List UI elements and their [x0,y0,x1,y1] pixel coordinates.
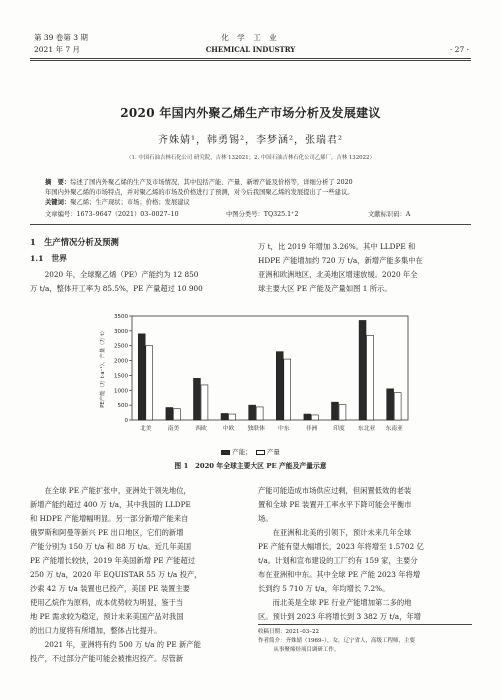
x-tick-label: 中欧 [222,426,235,432]
body-line: 沙索 42 万 t/a 装置也已投产，美国 PE 装置主要 [30,584,190,593]
bar-output [339,405,346,420]
header-rule-2 [30,60,471,61]
journal-name-en: CHEMICAL INDUSTRY [205,45,296,54]
bar-output [201,385,208,420]
bar-output [173,409,180,420]
bar-output [311,415,318,420]
y-tick-label: 1500 [114,373,128,380]
bar-capacity [138,334,145,420]
intro-right-line-1: 万 t，比 2019 年增加 3.26%。其中 LLDPE 和 [258,242,416,251]
abstract-line-2: 年国内外聚乙烯的市场特点，并对聚乙烯的市场及价格进行了预测，对今后我国聚乙烯的发展提出了一些建议。 [45,189,354,196]
footnote-received: 收稿日期：2021–03–22 [258,629,319,635]
section-heading: 1 生产情况分析及预测 [30,237,119,247]
legend-swatch-capacity [221,450,230,455]
bar-capacity [166,408,173,420]
article-number: 文章编号：1673–9647（2021）03–0027–10 [45,211,179,218]
abstract [45,178,465,208]
body-line: 产能可能造成市场供应过剩，但闲置低效的老装 [258,486,412,495]
x-tick-label: 东南亚 [385,426,403,432]
header-rule [30,58,471,59]
x-tick-label: 南美 [167,426,180,432]
legend-swatch-output [256,450,265,455]
body-left-column [30,484,242,666]
intro-right-line-2: HDPE 产能增加约 720 万 t/a，新增产能多集中在 [258,256,423,265]
legend-label-output: 产量 [266,448,280,456]
bar-output [284,359,291,420]
bar-capacity [359,320,366,420]
body-line: 俄罗斯和阿曼等新兴 PE 出口地区，它们的新增 [30,528,184,537]
body-line: 2021 年，亚洲将有约 500 万 t/a 的 PE 新产能 [44,640,201,649]
y-axis-label: PE产能（万 t·a⁻¹）、产量（万 t） [100,328,106,408]
bar-capacity [332,402,339,420]
y-tick-label: 3000 [114,328,128,335]
body-line: 置和全球 PE 装置开工率水平下降可能会平衡市 [258,500,412,509]
x-tick-label: 印度 [333,426,345,432]
pe-capacity-chart [96,308,416,442]
intro-right-line-3: 亚洲和欧洲地区，北美地区增速放缓。2020 年全 [258,270,418,279]
bar-capacity [194,378,201,420]
chart-legend [0,447,501,456]
y-tick-label: 3500 [114,314,128,320]
body-line: 而北美是全球 PE 行业产能增加第二多的地 [272,598,412,607]
body-line: 在全球 PE 产能扩张中，亚洲处于领先地位， [44,486,191,495]
y-tick-label: 0 [124,418,128,424]
abstract-rule [30,224,471,225]
bar-output [394,393,401,420]
intro-left-line-2: 万 t/a，整体开工率为 85.5%，PE 产量超过 10 900 [30,284,203,293]
body-line: 和 HDPE 产能增幅明显。另一部分新增产能来自 [30,514,189,523]
y-tick-label: 1000 [114,388,128,395]
article-affiliations: （1. 中国石油吉林石化公司 研究院，吉林 132021；2. 中国石油吉林石化公司乙烯厂，吉林 132022） [126,155,375,161]
bar-capacity [387,389,394,420]
body-line: 的出口力度将有所增加，整体占比提升。 [30,626,162,635]
y-tick-label: 2000 [114,358,128,365]
intro-left [30,268,242,296]
body-line: 新增产能约超过 400 万 t/a，其中我国的 LLDPE [30,500,191,509]
legend-label-capacity: 产能； [232,448,252,456]
figure-caption: 图 1 2020 年全球主要大区 PE 产能及产量示意 [174,462,327,470]
body-line: 地 PE 需求较为稳定，预计未来美国产品对我国 [30,612,184,621]
bar-capacity [221,413,228,420]
body-line: 250 万 t/a，2020 年 EQUISTAR 55 万 t/a 投产， [30,570,202,579]
footnote-rule [258,624,472,625]
body-line: 在亚洲和北美的引领下，预计未来几年全球 [272,528,412,537]
body-line: 长到约 5 710 万 t/a，年均增长 7.2%。 [258,584,390,593]
intro-left-line-1: 2020 年，全球聚乙烯（PE）产能约为 12 850 [44,270,199,279]
abstract-label: 摘 要： [45,179,71,186]
footnotes [258,628,472,655]
body-line: PE 产能有望大幅增长，2023 年将增至 1.5702 亿 [258,542,424,551]
x-tick-label: 西欧 [195,426,207,432]
intro-right [258,240,472,296]
y-tick-label: 500 [117,403,128,410]
keywords: 聚乙烯；生产现状；市场；价格；发展建议 [70,199,190,206]
bar-output [256,407,263,420]
bar-capacity [276,352,283,420]
footnote-author-2: 从事聚烯烃项目调研工作。 [273,647,340,653]
body-line: 场。 [258,514,273,523]
body-line: PE 产能增长较快，2019 年美国新增 PE 产能超过 [30,556,196,565]
body-line: t/a。计划和宣布建设的工厂约有 159 家，主要分 [258,556,418,565]
y-tick-label: 2500 [114,343,128,350]
intro-right-line-4: 球主要大区 PE 产能及产量如图 1 所示。 [258,284,392,293]
body-line: 投产，不过部分产能可能会被推迟投产。尽管新 [30,654,184,663]
x-tick-label: 非洲 [305,426,318,432]
x-tick-label: 中东 [277,426,290,432]
document-code: 文献标识码：A [368,211,411,218]
bar-capacity [249,405,256,420]
volume-issue: 第 39 卷第 3 期 [34,33,88,42]
bar-output [229,414,236,420]
bar-capacity [304,414,311,420]
body-line: 区。预计到 2023 年将增长到 3 382 万 t/a，年增 [258,612,421,621]
body-right-column [258,484,472,624]
footnote-author-1: 作者简介：齐姝婧（1969–），女，辽宁省人，高级工程师，主要 [258,638,415,644]
journal-name-cn: 化 学 工 业 [221,33,280,42]
issue-date: 2021 年 7 月 [34,45,81,54]
page-number: · 27 · [449,45,469,54]
abstract-line-1: 综述了国内外聚乙烯的生产及市场情况，其中包括产能、产量、新增产能及价格等，详细分析了 2020 [70,179,353,186]
x-tick-label: 北美 [139,426,152,432]
article-title: 2020 年国内外聚乙烯生产市场分析及发展建议 [120,106,381,120]
article-authors: 齐姝婧¹，韩勇锡²，李梦涵²，张瑞君² [157,135,344,146]
bar-output [146,346,153,420]
x-tick-label: 独联体 [247,426,265,432]
bar-output [367,335,374,420]
body-line: 布在亚洲和中东。其中全球 PE 产能 2023 年将增 [258,570,421,579]
keywords-label: 关键词： [45,199,71,206]
clc-number: 中图分类号：TQ325.1⁺2 [226,211,299,218]
body-line: 产能分别为 150 万 t/a 和 88 万 t/a。近几年美国 [30,542,192,551]
subsection-heading: 1.1 世界 [30,254,67,263]
x-tick-label: 东北亚 [357,426,376,432]
body-line: 使用乙烷作为原料，成本优势较为明显，鉴于当 [30,598,184,607]
